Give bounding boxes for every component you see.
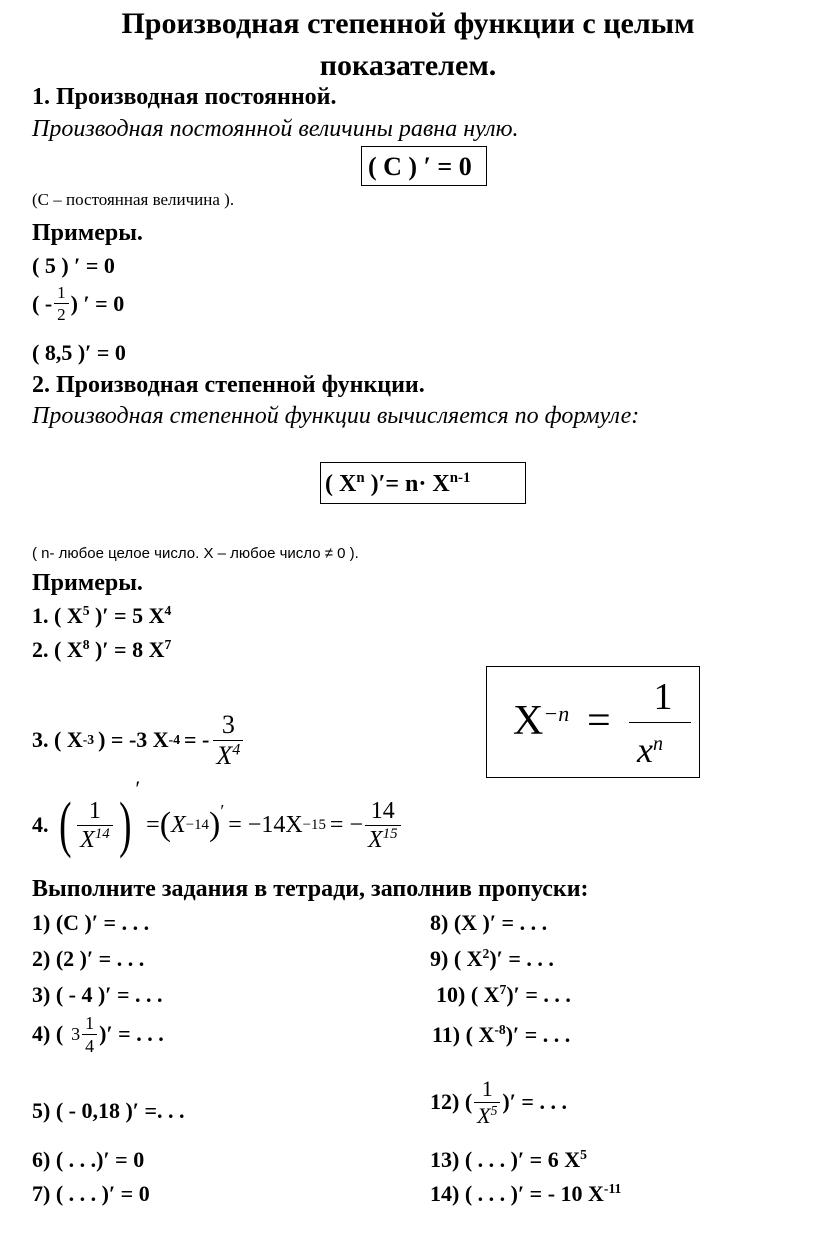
ex1-b: )′ = 5 X bbox=[95, 603, 165, 628]
task-11-a: 11) ( X bbox=[432, 1022, 495, 1047]
task-12-b: )′ = . . . bbox=[502, 1089, 567, 1114]
ex3-c: = - bbox=[184, 727, 210, 752]
ex4-den2-pow: 15 bbox=[382, 825, 398, 842]
task-14-p: -11 bbox=[603, 1180, 622, 1196]
ex4-den-pow: 14 bbox=[94, 825, 110, 842]
task-3: 3) ( - 4 )′ = . . . bbox=[32, 982, 163, 1007]
task-4-num: 1 bbox=[85, 1012, 95, 1033]
ex2-p: 8 bbox=[82, 636, 90, 652]
ex1-a: 1. ( X bbox=[32, 603, 83, 628]
task-9-a: 9) ( X bbox=[430, 946, 483, 971]
task-10-p: 7 bbox=[499, 981, 507, 997]
formula-constant: ( С ) ′ = 0 bbox=[368, 152, 472, 181]
ex1-q: 4 bbox=[164, 602, 172, 618]
task-12-fraction bbox=[474, 1075, 500, 1128]
task-12-den-base: X bbox=[477, 1102, 491, 1128]
ex4-fraction2 bbox=[365, 799, 401, 852]
negpow-den bbox=[637, 729, 663, 771]
example-constant-1: ( 5 ) ′ = 0 bbox=[32, 253, 115, 278]
formula-power-b: )′= n· X bbox=[370, 471, 450, 497]
task-9-b: )′ = . . . bbox=[489, 946, 554, 971]
ex3-den-base: X bbox=[216, 740, 233, 770]
task-13-p: 5 bbox=[580, 1146, 587, 1162]
ex2-b: )′ = 8 X bbox=[95, 637, 165, 662]
negpow-pow: −n bbox=[543, 700, 570, 726]
task-10-b: )′ = . . . bbox=[506, 982, 571, 1007]
negpow-lhs bbox=[513, 697, 569, 745]
formula-power-exp: n bbox=[356, 470, 365, 487]
fraction-numerator: 1 bbox=[57, 283, 66, 302]
task-11-b: )′ = . . . bbox=[505, 1022, 571, 1047]
fraction-one-half bbox=[54, 284, 69, 323]
task-11-p: -8 bbox=[494, 1021, 506, 1037]
task-4-b: )′ = . . . bbox=[99, 1021, 164, 1046]
task-12 bbox=[430, 1070, 567, 1134]
ex4-den bbox=[77, 825, 113, 852]
ex4-paren2-close: ) bbox=[208, 806, 221, 843]
task-8: 8) (X )′ = . . . bbox=[430, 910, 548, 935]
negpow-num: 1 bbox=[653, 676, 673, 718]
task-13-a: 13) ( . . . )′ = 6 X bbox=[430, 1147, 581, 1172]
example-power-3: 3. ( X -3 ) = -3 X -4 = - $\frac{3}{X^4}$ bbox=[32, 700, 245, 780]
formula-box-power bbox=[320, 462, 526, 504]
ex4-prime2: ′ bbox=[220, 800, 225, 821]
ex1-p: 5 bbox=[82, 602, 90, 618]
section1-heading: 1. Производная постоянной. bbox=[32, 84, 337, 110]
ex4-paren-close: ) bbox=[118, 791, 132, 859]
section2-note: ( n- любое целое число. X – любое число ≠ 0 ). bbox=[32, 545, 359, 562]
formula-power-a: ( X bbox=[325, 471, 357, 497]
task-4-a: 4) ( bbox=[32, 1021, 64, 1046]
task-12-den bbox=[474, 1102, 500, 1127]
task-4-whole: 3 bbox=[71, 1023, 81, 1044]
ex4-label: 4. bbox=[32, 812, 49, 837]
formula-power bbox=[325, 471, 470, 498]
example-power-2 bbox=[32, 637, 171, 663]
ex4-eq2: = −14X bbox=[228, 811, 303, 838]
section1-rule: Производная постоянной величины равна нулю. bbox=[32, 116, 519, 142]
negpow-den-pow: n bbox=[652, 733, 663, 755]
task-4 bbox=[32, 1010, 164, 1058]
task-13 bbox=[430, 1147, 587, 1173]
formula-box-constant bbox=[361, 146, 487, 186]
task-1: 1) (С )′ = . . . bbox=[32, 910, 150, 935]
ex4-den2-base: X bbox=[368, 826, 383, 853]
section1-note: (С – постоянная величина ). bbox=[32, 190, 235, 209]
ex4-mid-base: X bbox=[171, 811, 186, 838]
ex4-paren2-open: ( bbox=[159, 806, 172, 843]
example-power-1 bbox=[32, 603, 171, 629]
task-11 bbox=[432, 1022, 570, 1048]
task-10-a: 10) ( X bbox=[436, 982, 500, 1007]
tasks-heading: Выполните задания в тетради, заполнив пропуски: bbox=[32, 876, 589, 902]
formula-box-negative-power bbox=[486, 666, 700, 778]
task-12-a: 12) ( bbox=[430, 1089, 473, 1114]
example-constant-2-open: ( - bbox=[32, 290, 53, 316]
section2-rule: Производная степенной функции вычисляется по формуле: bbox=[32, 403, 640, 429]
ex4-den2 bbox=[365, 825, 401, 852]
task-14-a: 14) ( . . . )′ = - 10 X bbox=[430, 1181, 604, 1206]
ex3-num: 3 bbox=[221, 709, 235, 739]
ex3-a: 3. ( X bbox=[32, 727, 83, 752]
example-constant-3: ( 8,5 )′ = 0 bbox=[32, 340, 126, 365]
ex4-eq1: = bbox=[146, 811, 160, 838]
ex4-num: 1 bbox=[88, 797, 101, 824]
ex4-fraction bbox=[77, 799, 113, 852]
negpow-den-base: x bbox=[637, 730, 653, 770]
task-2: 2) (2 )′ = . . . bbox=[32, 946, 145, 971]
fraction-denominator: 2 bbox=[54, 303, 69, 323]
ex3-den bbox=[213, 740, 243, 769]
task-12-den-pow: 5 bbox=[490, 1102, 498, 1118]
ex3-b: ) = -3 X bbox=[98, 727, 169, 752]
task-5: 5) ( - 0,18 )′ =. . . bbox=[32, 1098, 185, 1123]
section2-examples-heading: Примеры. bbox=[32, 570, 143, 596]
task-6: 6) ( . . .)′ = 0 bbox=[32, 1147, 145, 1172]
task-4-fraction bbox=[82, 1014, 97, 1055]
ex4-den-base: X bbox=[80, 826, 95, 853]
task-4-den: 4 bbox=[82, 1034, 97, 1055]
ex4-eq3: = − bbox=[329, 811, 363, 838]
ex4-paren-open: ( bbox=[58, 791, 72, 859]
negpow-eq: = bbox=[587, 698, 611, 744]
fraction-3-over-x4 bbox=[213, 709, 243, 770]
example-constant-2-close: ) ′ = 0 bbox=[70, 290, 125, 316]
ex4-num2: 14 bbox=[370, 797, 395, 824]
task-9-p: 2 bbox=[482, 945, 490, 961]
section2-heading: 2. Производная степенной функции. bbox=[32, 372, 425, 398]
example-constant-2 bbox=[32, 284, 124, 323]
negpow-base: X bbox=[513, 698, 544, 744]
page-title: Производная степенной функции с целым bbox=[121, 7, 695, 40]
task-7: 7) ( . . . )′ = 0 bbox=[32, 1181, 150, 1206]
ex4-prime: ′ bbox=[135, 776, 141, 801]
formula-power-exp2: n-1 bbox=[449, 470, 471, 487]
task-12-num: 1 bbox=[481, 1075, 493, 1101]
example-power-4: 4. ( $\frac{1}{X^{14}}$ ) ′ = ( X −14 ) ′ = −14X −15 = − $\frac{14}{X^{15}}$ bbox=[32, 780, 403, 870]
section1-examples-heading: Примеры. bbox=[32, 220, 143, 246]
task-10 bbox=[436, 982, 571, 1008]
task-9 bbox=[430, 946, 554, 972]
ex3-den-pow: 4 bbox=[232, 740, 241, 758]
page-title-line2: показателем. bbox=[319, 49, 497, 82]
ex2-q: 7 bbox=[164, 636, 172, 652]
negpow-fraction-bar bbox=[629, 722, 691, 723]
ex2-a: 2. ( X bbox=[32, 637, 83, 662]
task-14 bbox=[430, 1181, 621, 1207]
